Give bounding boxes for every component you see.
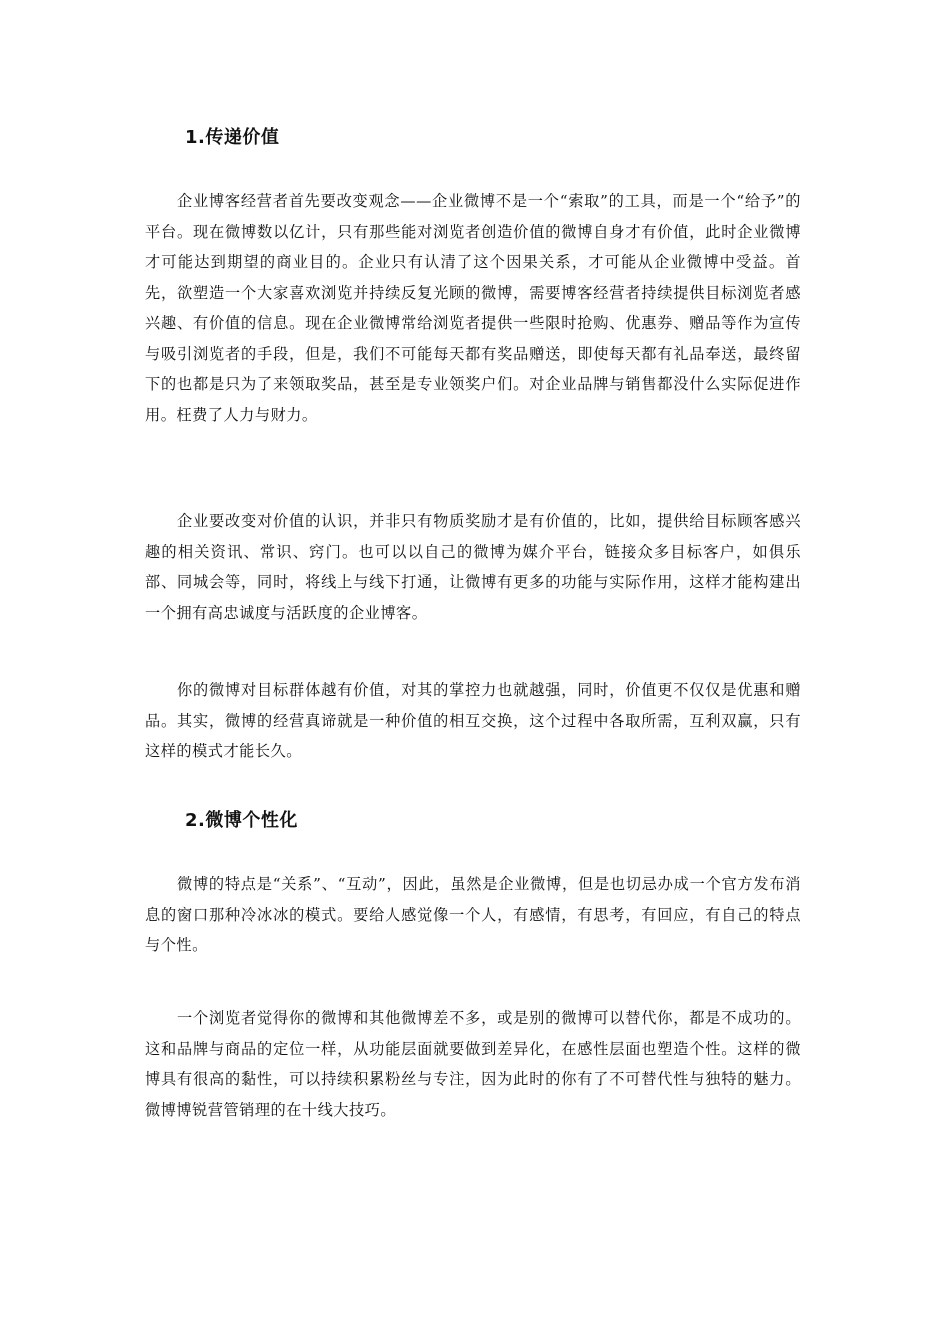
- paragraph: 你的微博对目标群体越有价值，对其的掌控力也就越强，同时，价值更不仅仅是优惠和赠品。其实，微博的经营真谛就是一种价值的相互交换，这个过程中各取所需，互利双赢，只有这样的模式才能长久。: [145, 681, 801, 760]
- section-heading: 1.传递价值: [185, 127, 280, 148]
- paragraph: 一个浏览者觉得你的微博和其他微博差不多，或是别的微博可以替代你，都是不成功的。这和品牌与商品的定位一样，从功能层面就要做到差异化，在感性层面也塑造个性。这样的微博具有很高的黏性，可以持续积累粉丝与专注，因为此时的你有了不可替代性与独特的魅力。微博博锐营管销理的在十线大技巧。: [145, 1009, 801, 1119]
- paragraph: 企业博客经营者首先要改变观念——企业微博不是一个“索取”的工具，而是一个“给予”的平台。现在微博数以亿计，只有那些能对浏览者创造价值的微博自身才有价值，此时企业微博才可能达到期望的商业目的。企业只有认清了这个因果关系，才可能从企业微博中受益。首先，欲塑造一个大家喜欢浏览并持续反复光顾的微博，需要博客经营者持续提供目标浏览者感兴趣、有价值的信息。现在企业微博常给浏览者提供一些限时抢购、优惠券、赠品等作为宣传与吸引浏览者的手段，但是，我们不可能每天都有奖品赠送，即使每天都有礼品奉送，最终留下的也都是只为了来领取奖品，甚至是专业领奖户们。对企业品牌与销售都没什么实际促进作用。枉费了人力与财力。: [145, 192, 801, 424]
- paragraph: 微博的特点是“关系”、“互动”，因此，虽然是企业微博，但是也切忌办成一个官方发布消息的窗口那种冷冰冰的模式。要给人感觉像一个人，有感情，有思考，有回应，有自己的特点与个性。: [145, 875, 801, 954]
- paragraph: 企业要改变对价值的认识，并非只有物质奖励才是有价值的，比如，提供给目标顾客感兴趣的相关资讯、常识、窍门。也可以以自己的微博为媒介平台，链接众多目标客户，如俱乐部、同城会等，同时，将线上与线下打通，让微博有更多的功能与实际作用，这样才能构建出一个拥有高忠诚度与活跃度的企业博客。: [145, 512, 801, 622]
- section-heading: 2.微博个性化: [185, 810, 298, 831]
